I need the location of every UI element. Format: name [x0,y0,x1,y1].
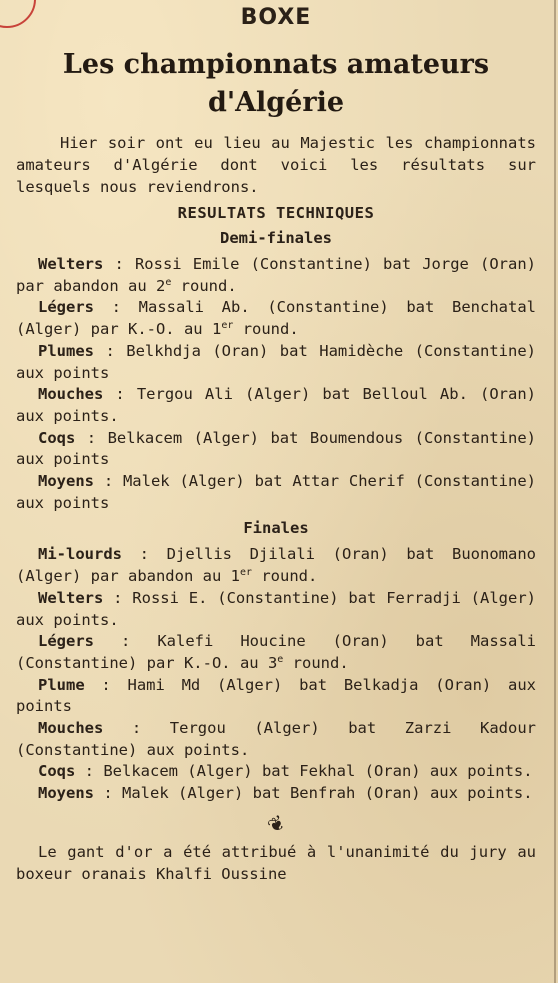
result-entry [16,544,536,587]
article-lead: Hier soir ont eu lieu au Majestic les championnats amateurs d'Algérie dont voici les résultats sur lesquels nous reviendrons. [16,134,536,196]
result-text: : Rossi Emile (Constantine) bat Jorge (Oran) par abandon au 2 [16,255,536,295]
weight-class: Mouches [38,385,104,404]
result-text: : Tergou (Alger) bat Zarzi Kadour (Constantine) aux points. [16,719,536,759]
result-text: : Malek (Alger) bat Benfrah (Oran) aux points. [94,784,533,803]
article-closing-paragraph: Le gant d'or a été attribué à l'unanimité du jury au boxeur oranais Khalfi Oussine [16,842,536,883]
finals-heading: Finales [243,519,309,538]
result-entry [16,384,536,427]
result-entry [16,471,536,514]
result-text: : Belkacem (Alger) bat Fekhal (Oran) aux points. [75,762,533,781]
result-text: : Kalefi Houcine (Oran) bat Massali (Constantine) par K.-O. au 3 [16,632,536,672]
results-heading: RESULTATS TECHNIQUES [177,204,375,222]
result-entry [16,588,536,631]
weight-class: Mi-lourds [38,545,122,564]
weight-class: Plume [38,675,85,694]
result-entry [16,297,536,340]
result-text: : Malek (Alger) bat Attar Cherif (Constantine) aux points [16,472,536,512]
column-rule [554,0,556,983]
section-kicker: BOXE [240,5,312,30]
ordinal-suffix: e [277,653,284,665]
article-headline: Les championnats amateurs d'Algérie [62,49,490,118]
weight-class: Mouches [38,719,104,738]
result-text: : Tergou Ali (Alger) bat Belloul Ab. (Oran) aux points. [16,385,536,425]
result-entry [16,341,536,384]
result-entry [16,783,536,805]
ordinal-suffix: er [239,566,253,578]
result-entry [16,761,536,783]
result-entry [16,428,536,471]
weight-class: Coqs [38,428,76,447]
semifinals-list [16,254,536,514]
weight-class: Moyens [38,472,94,491]
weight-class: Moyens [38,784,94,803]
weight-class: Légers [38,632,94,651]
finals-list [16,544,536,804]
semifinals-heading: Demi-finales [220,229,332,247]
result-entry [16,631,536,674]
result-tail: round. [233,320,299,339]
result-text: : Hami Md (Alger) bat Belkadja (Oran) aux points [16,675,536,716]
result-entry [16,718,536,761]
weight-class: Welters [38,588,104,607]
result-text: : Belkacem (Alger) bat Boumendous (Constantine) aux points [16,428,536,469]
fleuron-ornament-icon: ❦ [262,809,290,839]
result-entry [16,675,536,718]
result-tail: round. [252,567,318,586]
weight-class: Welters [38,255,104,273]
weight-class: Légers [38,298,94,317]
result-text: : Belkhdja (Oran) bat Hamidèche (Constantine) aux points [16,341,536,382]
result-tail: round. [171,276,237,295]
result-entry [16,254,536,297]
ordinal-suffix: e [165,276,172,288]
weight-class: Coqs [38,762,76,781]
result-tail: round. [283,653,349,672]
result-text: : Rossi E. (Constantine) bat Ferradji (Alger) aux points. [16,588,536,629]
result-text: : Massali Ab. (Constantine) bat Benchatal (Alger) par K.-O. au 1 [16,298,536,339]
weight-class: Plumes [38,341,94,360]
result-text: : Djellis Djilali (Oran) bat Buonomano (Alger) par abandon au 1 [16,545,536,586]
ordinal-suffix: er [221,319,234,331]
